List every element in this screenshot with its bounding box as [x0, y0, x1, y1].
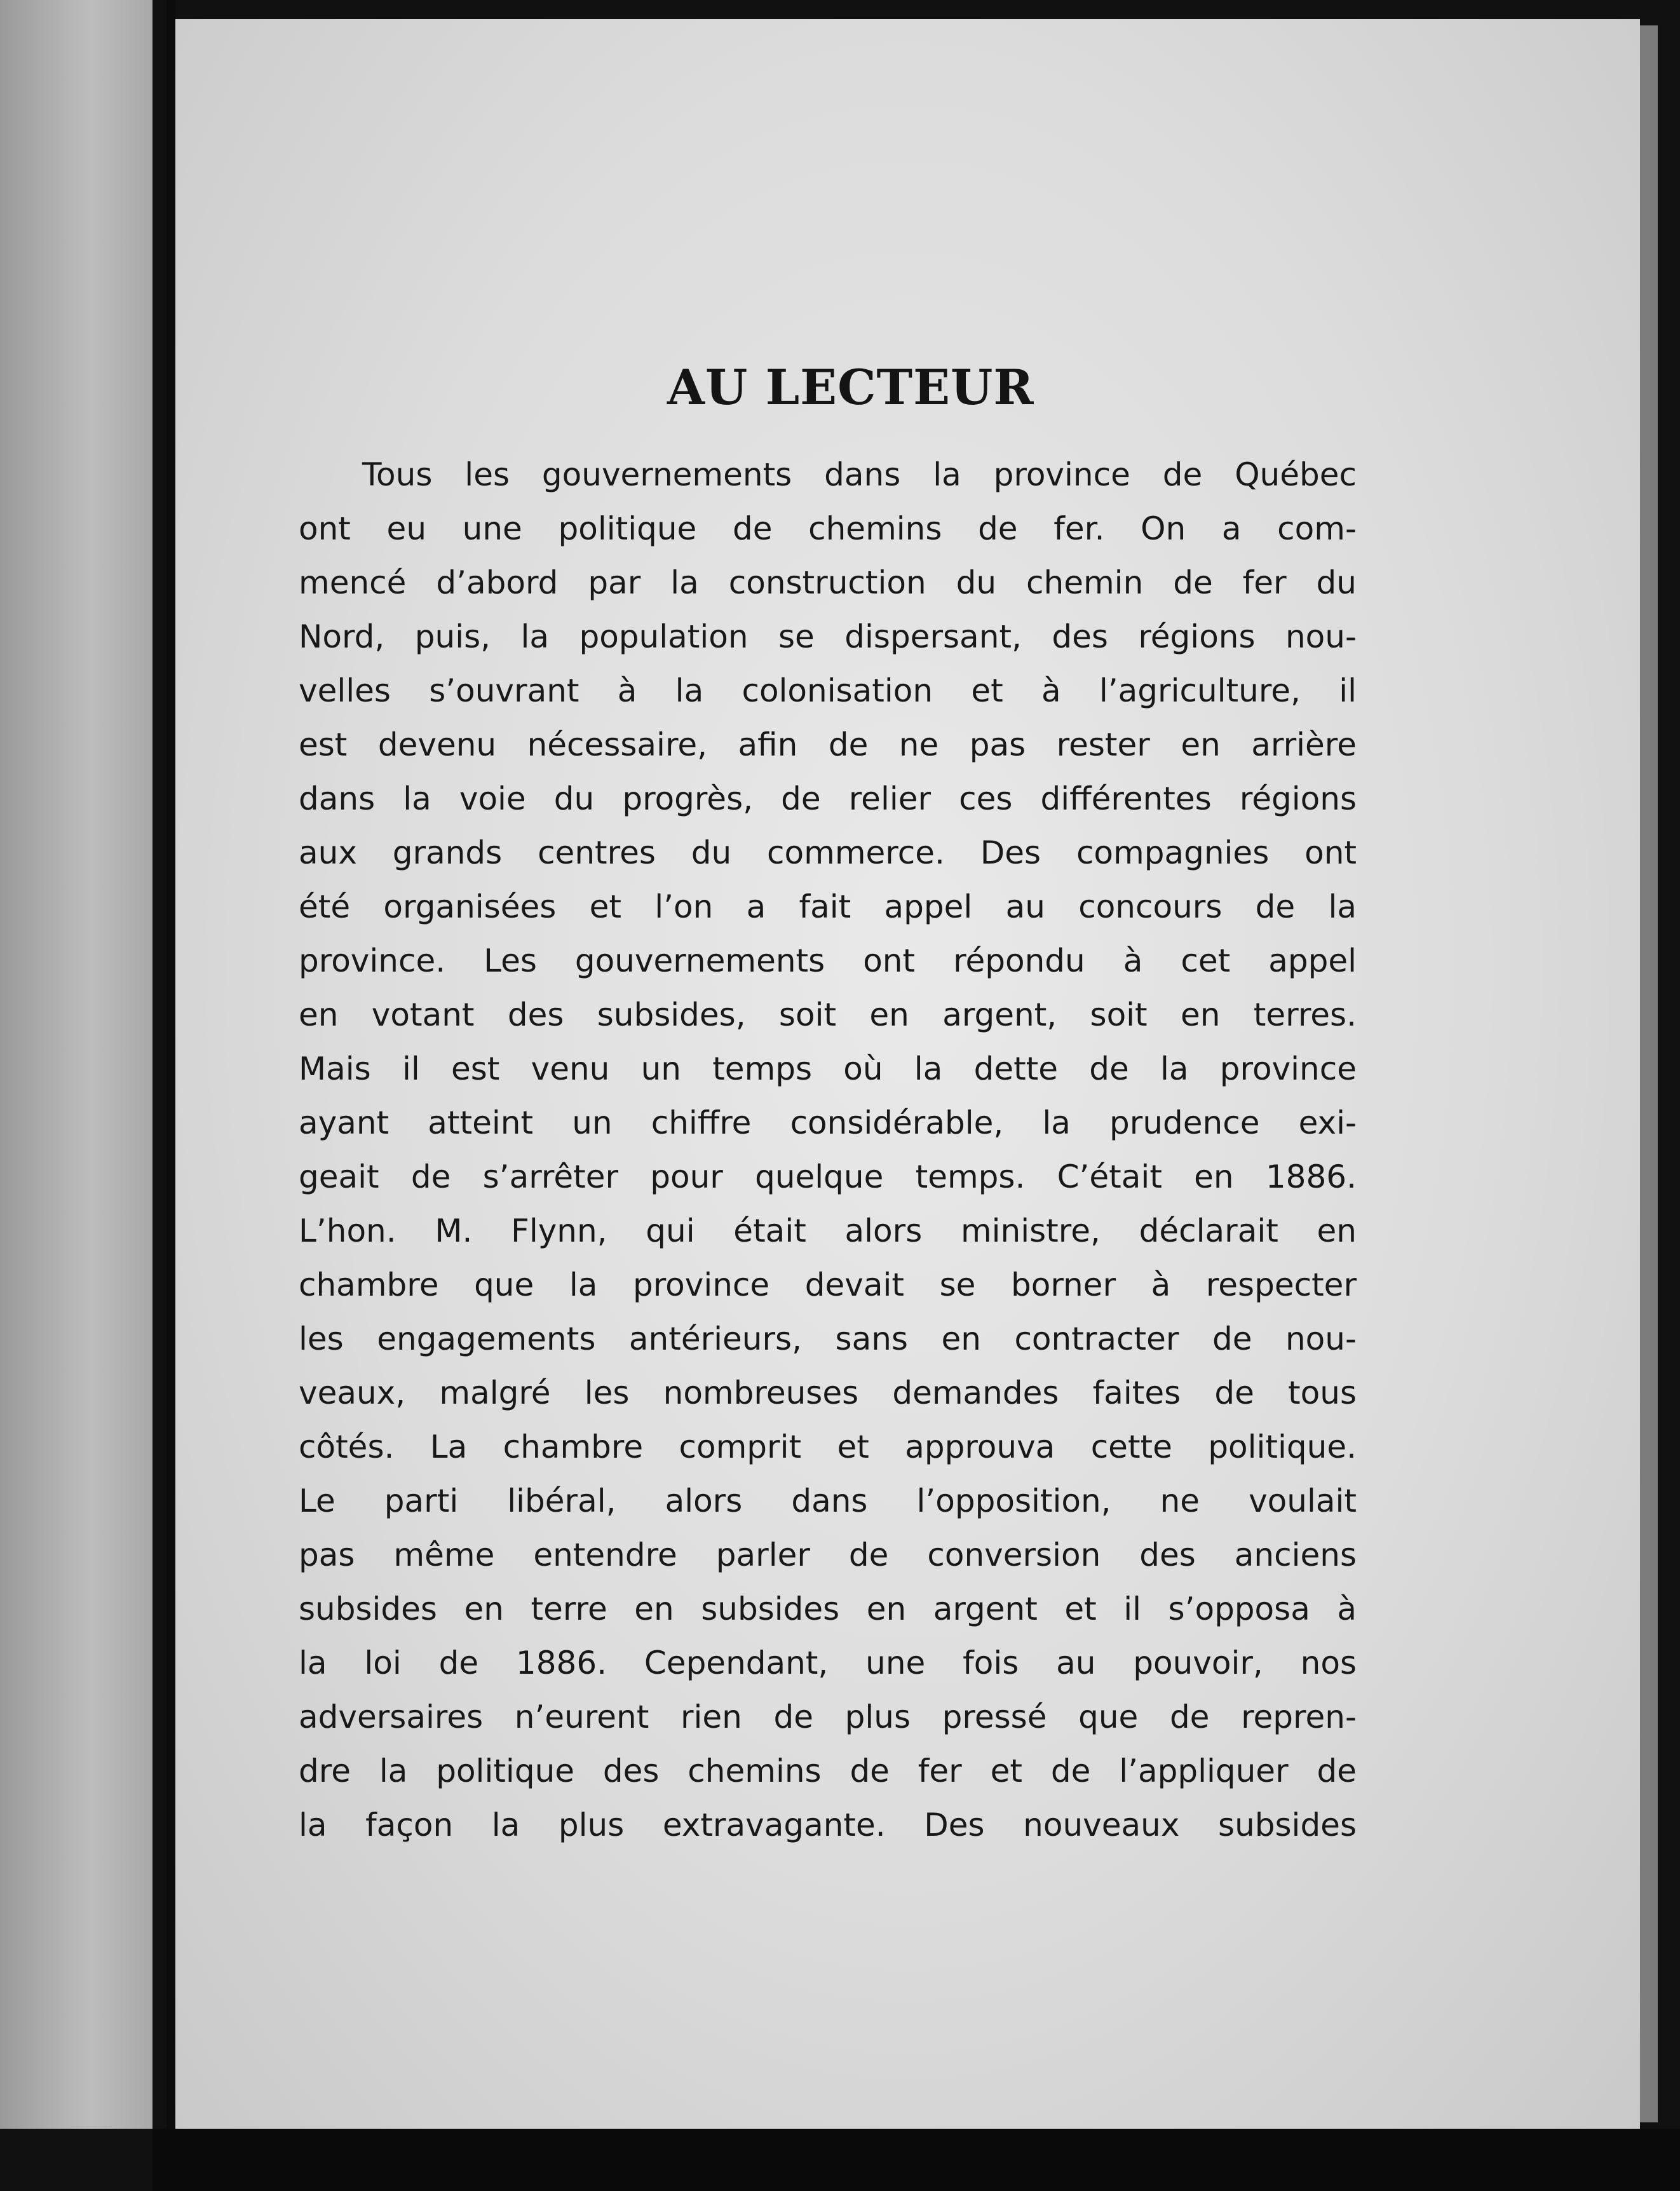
text-line: la façon la plus extravagante. Des nouveaux subsides — [299, 1807, 1357, 1843]
text-line: mencé d’abord par la construction du chemin de fer du — [299, 564, 1357, 601]
text-line: subsides en terre en subsides en argent et il s’opposa à — [299, 1591, 1357, 1627]
text-line: dre la politique des chemins de fer et de l’appliquer de — [299, 1753, 1357, 1789]
text-line: en votant des subsides, soit en argent, soit en terres. — [299, 996, 1357, 1033]
scan-bottom-border — [152, 2129, 1680, 2191]
page-right-edge — [1640, 25, 1658, 2122]
text-line: chambre que la province devait se borner à respecter — [299, 1266, 1357, 1303]
text-line: la loi de 1886. Cependant, une fois au pouvoir, nos — [299, 1645, 1357, 1681]
text-line: aux grands centres du commerce. Des compagnies ont — [299, 834, 1357, 871]
text-line: velles s’ouvrant à la colonisation et à l’agriculture, il — [299, 672, 1357, 709]
text-line: été organisées et l’on a fait appel au concours de la — [299, 888, 1357, 925]
text-line: ayant atteint un chiffre considérable, la prudence exi- — [299, 1104, 1357, 1141]
text-line: les engagements antérieurs, sans en contracter de nou- — [299, 1320, 1357, 1357]
body-text — [299, 448, 1357, 1852]
text-line: Tous les gouvernements dans la province de Québec — [362, 456, 1357, 493]
page-gutter — [166, 0, 175, 2135]
text-line: adversaires n’eurent rien de plus pressé que de repren- — [299, 1699, 1357, 1735]
text-line: Nord, puis, la population se dispersant, des régions nou- — [299, 618, 1357, 655]
text-line: dans la voie du progrès, de relier ces différentes régions — [299, 780, 1357, 817]
text-line: ont eu une politique de chemins de fer. On a com- — [299, 510, 1357, 547]
text-line: L’hon. M. Flynn, qui était alors ministre, déclarait en — [299, 1212, 1357, 1249]
facing-page-edge — [0, 0, 152, 2129]
text-line: côtés. La chambre comprit et approuva cette politique. — [299, 1428, 1357, 1465]
text-line: pas même entendre parler de conversion des anciens — [299, 1536, 1357, 1573]
text-line: geait de s’arrêter pour quelque temps. C’était en 1886. — [299, 1158, 1357, 1195]
text-line: Le parti libéral, alors dans l’opposition, ne voulait — [299, 1482, 1357, 1519]
text-line: veaux, malgré les nombreuses demandes faites de tous — [299, 1374, 1357, 1411]
text-line: province. Les gouvernements ont répondu à cet appel — [299, 942, 1357, 979]
text-line: est devenu nécessaire, afin de ne pas rester en arrière — [299, 726, 1357, 763]
page-title: AU LECTEUR — [667, 359, 1034, 416]
text-line: Mais il est venu un temps où la dette de la province — [299, 1050, 1357, 1087]
